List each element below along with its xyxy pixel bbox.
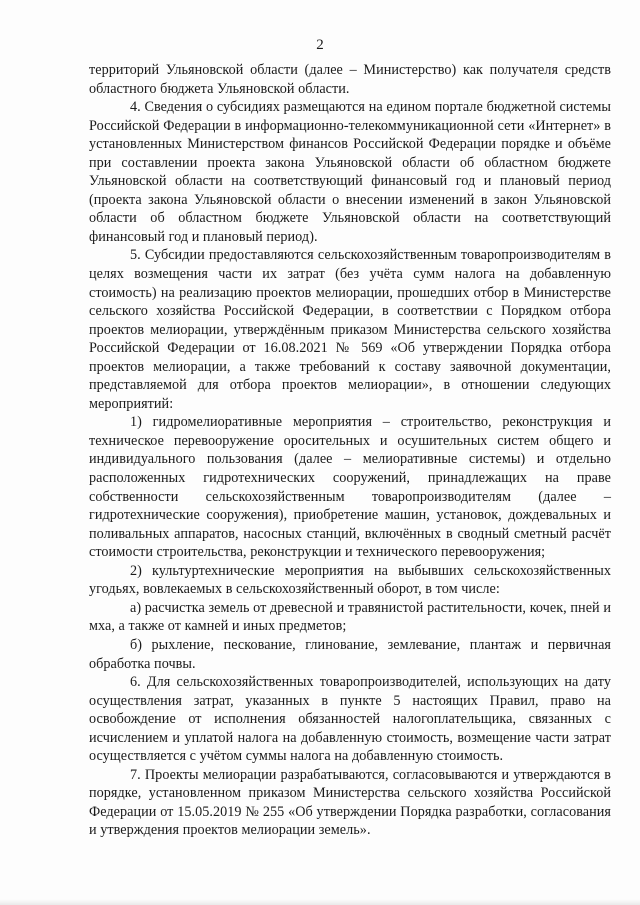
paragraph-5-item-2a: а) расчистка земель от древесной и травянистой растительности, кочек, пней и мха, а также от камней и иных предметов; [89,599,611,635]
paragraph-4: 4. Сведения о субсидиях размещаются на едином портале бюджетной системы Российской Федерации в информационно-телекоммуникационной сети «Интернет» в установленных Министерством финансов Российской Федерации порядке и объёме при составлении проекта закона Ульяновской области об областном бюджете Ульяновской области на соответствующий финансовый год и плановый период (проекта закона Ульяновской области о внесении изменений в закон Ульяновской области об областном бюджете Ульяновской области на соответствующий финансовый год и плановый период). [89,99,611,245]
paragraph-5: 5. Субсидии предоставляются сельскохозяйственным товаропроизводителям в целях возмещения части их затрат (без учёта сумм налога на добавленную стоимость) на реализацию проектов мелиорации, прошедших отбор в Министерстве сельского хозяйства Российской Федерации, в соответствии с Порядком отбора проектов мелиорации, утверждённым приказом Министерства сельского хозяйства Российской Федерации от 16.08.2021 № 569 «Об утверждении Порядка отбора проектов мелиорации, а также требований к составу заявочной документации, представляемой для отбора проектов мелиорации», в отношении следующих мероприятий: [89,247,611,412]
paragraph-5-item-1: 1) гидромелиоративные мероприятия – строительство, реконструкция и техническое перевооружение оросительных и осушительных систем общего и индивидуального пользования (далее – мелиоративные системы) и отдельно расположенных гидротехнических сооружений, принадлежащих на праве собственности сельскохозяйственным товаропроизводителям (далее – гидротехнические сооружения), приобретение машин, установок, дождевальных и поливальных аппаратов, насосных станций, включённых в сводный сметный расчёт стоимости строительства, реконструкции и технического перевооружения; [89,414,611,561]
paragraph-continuation: территорий Ульяновской области (далее – Министерство) как получателя средств областного бюджета Ульяновской области. [89,62,611,97]
paragraph-5-item-2: 2) культуртехнические мероприятия на выбывших сельскохозяйственных угодьях, вовлекаемых в сельскохозяйственный оборот, в том числе: [89,562,611,598]
paragraph-7: 7. Проекты мелиорации разрабатываются, согласовываются и утверждаются в порядке, установленном приказом Министерства сельского хозяйства Российской Федерации от 15.05.2019 № 255 «Об утверждении Порядка разработки, согласования и утверждения проектов мелиорации земель». [89,766,611,839]
page-number: 2 [316,37,324,53]
paragraph-5-item-2b: б) рыхление, пескование, глинование, землевание, плантаж и первичная обработка почвы. [89,636,611,672]
paragraph-6: 6. Для сельскохозяйственных товаропроизводителей, использующих на дату осуществления затрат, указанных в пункте 5 настоящих Правил, право на освобождение от исполнения обязанностей налогоплательщика, связанных с исчислением и уплатой налога на добавленную стоимость, возмещение части затрат осуществляется с учётом суммы налога на добавленную стоимость. [89,674,611,765]
scan-edge-shadow [0,899,640,905]
document-body [89,61,611,840]
